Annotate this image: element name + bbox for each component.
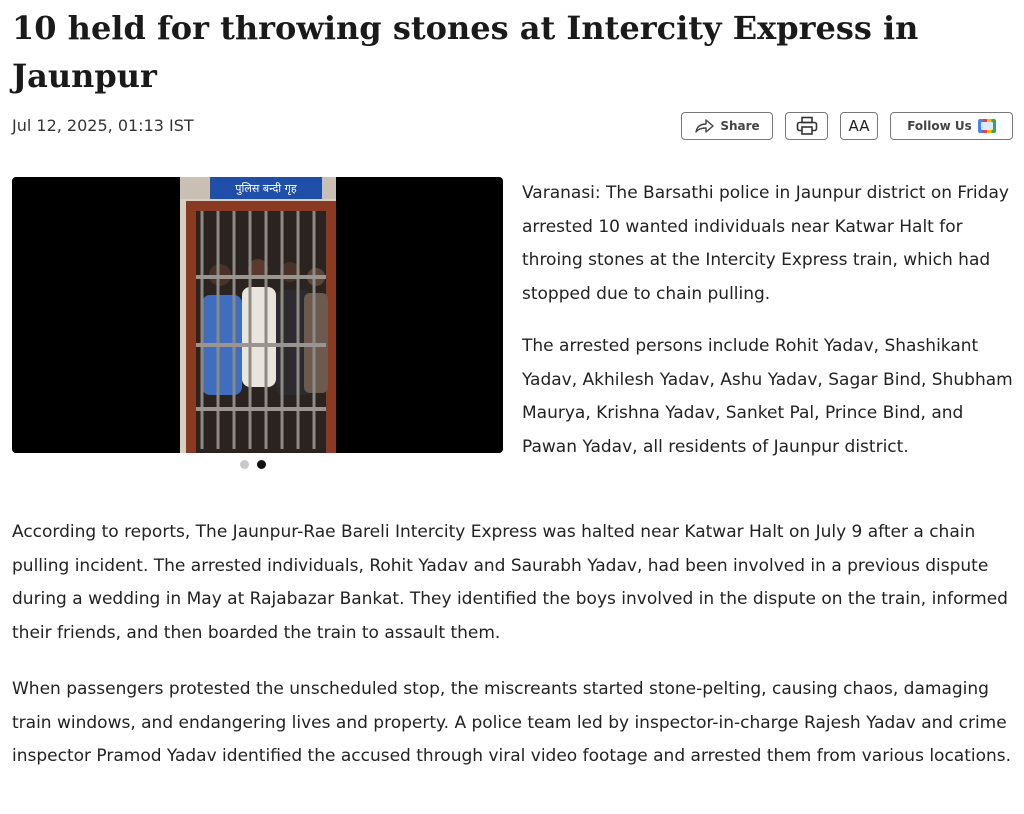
follow-us-button[interactable]: [890, 112, 1013, 140]
share-label: Share: [720, 119, 760, 133]
print-button[interactable]: [785, 112, 828, 140]
jail-photo: [180, 177, 336, 453]
jail-sign-text: पुलिस बन्दी गृह: [235, 182, 297, 195]
article-paragraph-2: The arrested persons include Rohit Yadav, Shashikant Yadav, Akhilesh Yadav, Ashu Yadav, Sagar Bind, Shubham Maurya, Krishna Yadav, Sanket Pal, Prince Bind, and Pawan Yadav, all residents of Jaunpur district.: [522, 336, 1013, 457]
slider-dot-1[interactable]: [240, 460, 249, 469]
article-paragraph-3: According to reports, The Jaunpur-Rae Bareli Intercity Express was halted near Katwar Halt on July 9 after a chain pulling incident. The arrested individuals, Rohit Yadav and Saurabh Yadav, had been involved in a previous dispute during a wedding in May at Rajabazar Bankat. They identified the boys involved in the dispute on the train, informed their friends, and then boarded the train to assault them.: [12, 522, 1008, 643]
article-title: 10 held for throwing stones at Intercity Express in Jaunpur: [12, 9, 919, 95]
article-dateline: Jul 12, 2025, 01:13 IST: [12, 116, 194, 135]
slider-dot-2[interactable]: [257, 460, 266, 469]
follow-label: Follow Us: [907, 119, 972, 133]
image-slider[interactable]: [12, 177, 503, 453]
google-news-icon: [978, 119, 996, 133]
slider-dots: [240, 460, 266, 469]
article-paragraph-1: Varanasi: The Barsathi police in Jaunpur district on Friday arrested 10 wanted individuals near Katwar Halt for throing stones at the Intercity Express train, which had stopped due to chain pulling.: [522, 183, 1009, 304]
print-icon: [796, 116, 818, 136]
article-paragraph-4: When passengers protested the unscheduled stop, the miscreants started stone-pelting, causing chaos, damaging train windows, and endangering lives and property. A police team led by inspector-in-charge Rajesh Yadav and crime inspector Pramod Yadav identified the accused through viral video footage and arrested them from various locations.: [12, 679, 1012, 766]
share-icon: [694, 119, 714, 133]
share-button[interactable]: [681, 112, 773, 140]
font-size-button[interactable]: AA: [840, 112, 878, 140]
